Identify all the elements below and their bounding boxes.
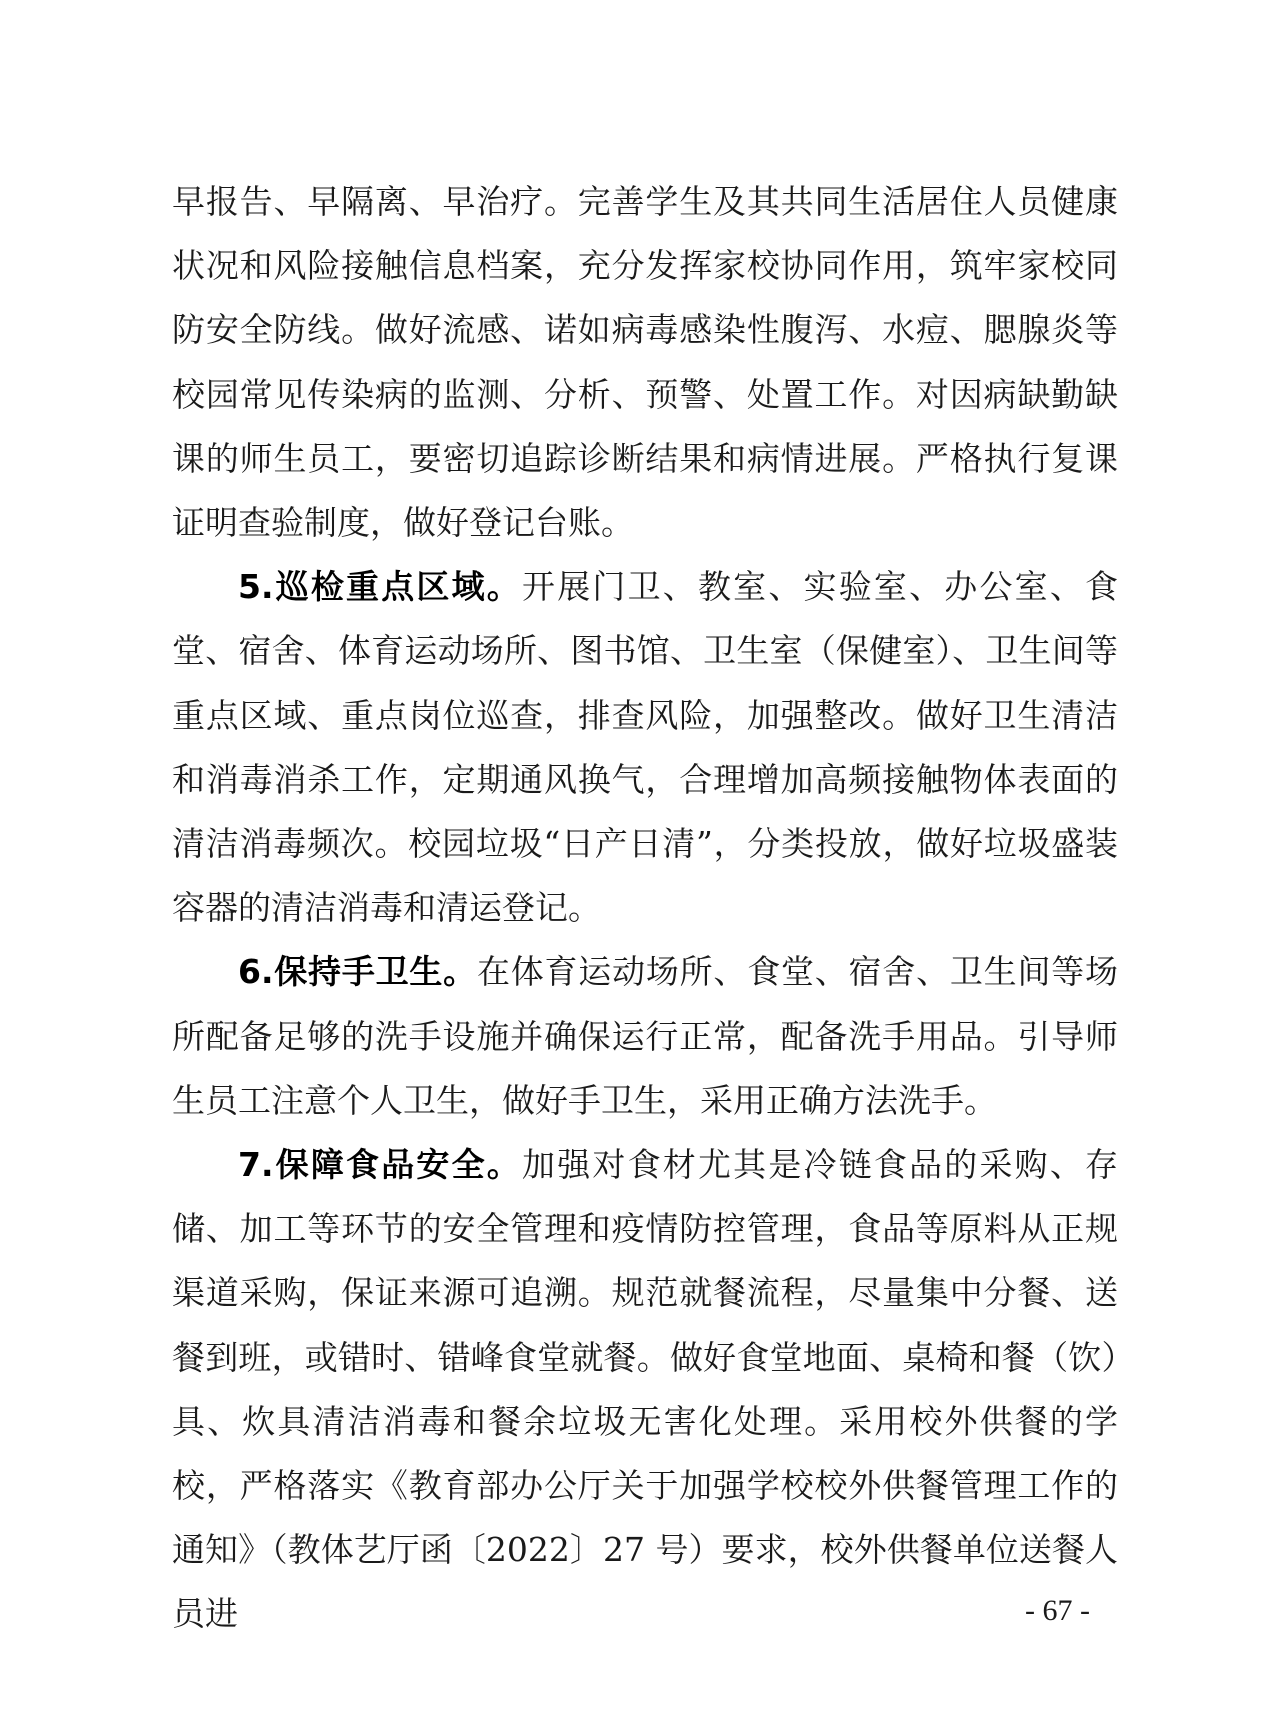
section-heading: 6.保持手卫生。 (238, 952, 477, 992)
body-text (172, 170, 1118, 1647)
paragraph-food-safety (172, 1133, 1118, 1647)
paragraph-hand-hygiene (172, 940, 1118, 1133)
page-number: - 67 - (1025, 1594, 1090, 1627)
paragraph-text: 开展门卫、教室、实验室、办公室、食堂、宿舍、体育运动场所、图书馆、卫生室（保健室）、卫生间等重点区域、重点岗位巡查，排查风险，加强整改。做好卫生清洁和消毒消杀工作，定期通风换气，合理增加高频接触物体表面的清洁消毒频次。校园垃圾“日产日清”，分类投放，做好垃圾盛装容器的清洁消毒和清运登记。 (172, 567, 1118, 928)
paragraph-inspect-key-areas (172, 555, 1118, 940)
paragraph-text: 早报告、早隔离、早治疗。完善学生及其共同生活居住人员健康状况和风险接触信息档案，充分发挥家校协同作用，筑牢家校同防安全防线。做好流感、诺如病毒感染性腹泻、水痘、腮腺炎等校园常见传染病的监测、分析、预警、处置工作。对因病缺勤缺课的师生员工，要密切追踪诊断结果和病情进展。严格执行复课证明查验制度，做好登记台账。 (172, 182, 1118, 543)
paragraph-text: 加强对食材尤其是冷链食品的采购、存储、加工等环节的安全管理和疫情防控管理，食品等原料从正规渠道采购，保证来源可追溯。规范就餐流程，尽量集中分餐、送餐到班，或错时、错峰食堂就餐。做好食堂地面、桌椅和餐（饮）具、炊具清洁消毒和餐余垃圾无害化处理。采用校外供餐的学校，严格落实《教育部办公厅关于加强学校校外供餐管理工作的通知》（教体艺厅函〔2022〕27 号）要求，校外供餐单位送餐人员进 (172, 1145, 1118, 1634)
section-heading: 5.巡检重点区域。 (238, 567, 522, 607)
section-heading: 7.保障食品安全。 (238, 1145, 522, 1185)
paragraph-continuation (172, 170, 1118, 555)
paragraph-text: 在体育运动场所、食堂、宿舍、卫生间等场所配备足够的洗手设施并确保运行正常，配备洗手用品。引导师生员工注意个人卫生，做好手卫生，采用正确方法洗手。 (172, 952, 1119, 1120)
